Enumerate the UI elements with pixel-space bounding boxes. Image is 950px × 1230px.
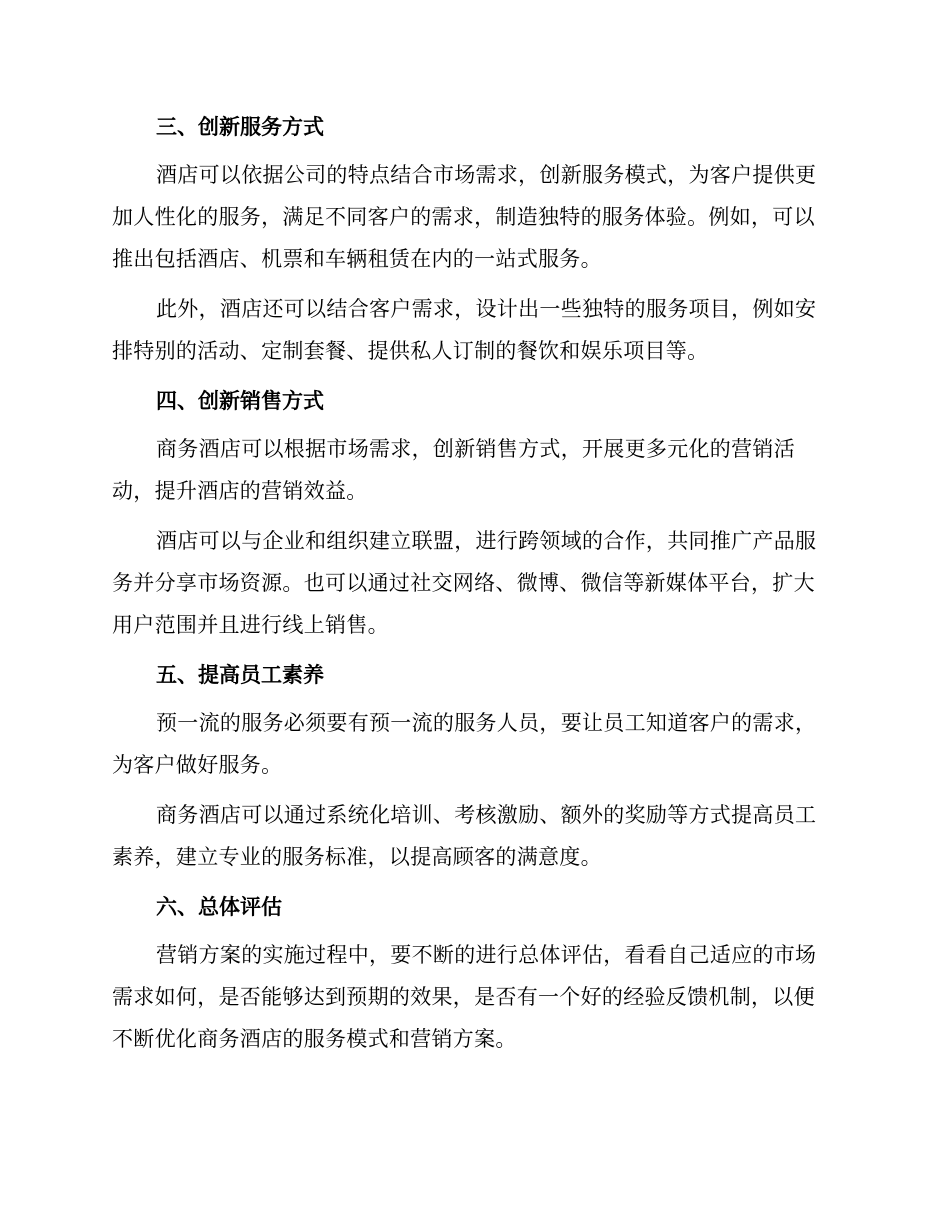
section-heading: 三、创新服务方式 (156, 115, 324, 139)
paragraph: 商务酒店可以根据市场需求，创新销售方式，开展更多元化的营销活动，提升酒店的营销效益。 (112, 437, 795, 503)
section-heading: 六、总体评估 (156, 895, 282, 919)
paragraph: 预一流的服务必须要有预一流的服务人员，要让员工知道客户的需求，为客户做好服务。 (112, 711, 817, 777)
section-heading: 四、创新销售方式 (156, 389, 324, 413)
document-body (112, 106, 832, 1068)
section-staff-quality (112, 654, 832, 878)
paragraph: 营销方案的实施过程中，要不断的进行总体评估，看看自己适应的市场需求如何，是否能够达到预期的效果，是否有一个好的经验反馈机制，以便不断优化商务酒店的服务模式和营销方案。 (112, 943, 817, 1051)
section-heading: 五、提高员工素养 (156, 663, 324, 687)
paragraph: 酒店可以与企业和组织建立联盟，进行跨领域的合作，共同推广产品服务并分享市场资源。也可以通过社交网络、微博、微信等新媒体平台，扩大用户范围并且进行线上销售。 (112, 529, 817, 637)
section-innovate-service (112, 106, 832, 372)
section-innovate-sales (112, 380, 832, 646)
paragraph: 商务酒店可以通过系统化培训、考核激励、额外的奖励等方式提高员工素养，建立专业的服务标准，以提高顾客的满意度。 (112, 803, 817, 869)
paragraph: 此外，酒店还可以结合客户需求，设计出一些独特的服务项目，例如安排特别的活动、定制套餐、提供私人订制的餐饮和娱乐项目等。 (112, 297, 817, 363)
paragraph: 酒店可以依据公司的特点结合市场需求，创新服务模式，为客户提供更加人性化的服务，满足不同客户的需求，制造独特的服务体验。例如，可以推出包括酒店、机票和车辆租赁在内的一站式服务。 (112, 163, 817, 271)
section-overall-evaluation (112, 886, 832, 1060)
